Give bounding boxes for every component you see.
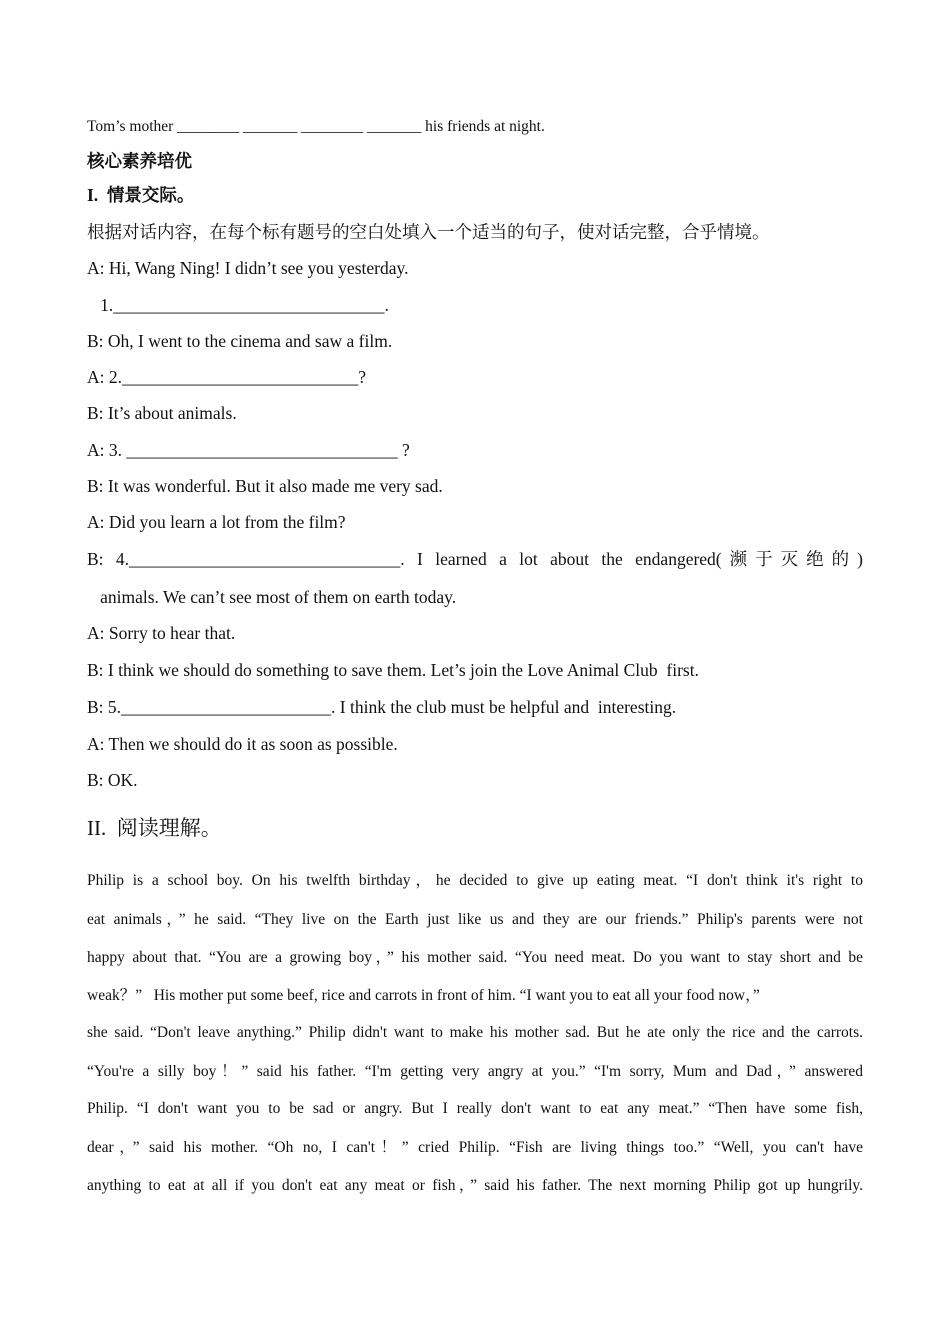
part1-heading: I. 情景交际。 xyxy=(87,185,195,205)
dialogue-line: B: Oh, I went to the cinema and saw a film. xyxy=(87,331,393,351)
passage-line: “You're a silly boy！” said his father. “I'm getting very angry at you.” “I'm sorry, Mum and Dad，” answered xyxy=(87,1063,863,1080)
passage-line: Philip. “I don't want you to be sad or angry. But I really don't want to eat any meat.” “Then have some fish, xyxy=(87,1100,863,1117)
passage-line: Philip is a school boy. On his twelfth birthday，he decided to give up eating meat. “I don't think it's right to xyxy=(87,872,863,889)
dialogue-blank-2: A: 2.___________________________? xyxy=(87,367,367,387)
dialogue-line: A: Hi, Wang Ning! I didn’t see you yesterday. xyxy=(87,258,409,278)
dialogue-blank-3: A: 3. _______________________________ ? xyxy=(87,440,410,460)
intro-fill-blank-line: Tom’s mother ________ _______ ________ _______ his friends at night. xyxy=(87,118,545,135)
part1-instruction: 根据对话内容，在每个标有题号的空白处填入一个适当的句子，使对话完整，合乎情境。 xyxy=(87,222,770,242)
dialogue-line: A: Then we should do it as soon as possible. xyxy=(87,734,398,754)
dialogue-blank-4: B: 4._______________________________. I learned a lot about the endangered(濒于灭绝的) xyxy=(87,549,863,569)
passage-line: weak？” His mother put some beef, rice and carrots in front of him. “I want you to eat all your food now，” xyxy=(87,987,760,1004)
dialogue-line: animals. We can’t see most of them on earth today. xyxy=(87,587,457,607)
dialogue-line: B: It’s about animals. xyxy=(87,403,237,423)
passage-line: she said. “Don't leave anything.” Philip didn't want to make his mother sad. But he ate only the rice and the carrots. xyxy=(87,1024,863,1041)
dialogue-line: B: It was wonderful. But it also made me very sad. xyxy=(87,476,443,496)
dialogue-blank-1: 1._______________________________. xyxy=(87,295,389,315)
passage-line: happy about that. “You are a growing boy，” his mother said. “You need meat. Do you want to stay short and be xyxy=(87,949,863,966)
dialogue-line: B: OK. xyxy=(87,770,138,790)
passage-line: anything to eat at all if you don't eat any meat or fish，” said his father. The next morning Philip got up hungrily. xyxy=(87,1177,863,1194)
part2-heading: II. 阅读理解。 xyxy=(87,816,222,840)
dialogue-line: A: Did you learn a lot from the film? xyxy=(87,512,346,532)
dialogue-blank-5: B: 5.________________________. I think the club must be helpful and interesting. xyxy=(87,697,677,717)
section-title-core: 核心素养培优 xyxy=(87,151,192,171)
dialogue-line: B: I think we should do something to save them. Let’s join the Love Animal Club first. xyxy=(87,660,699,680)
dialogue-line: A: Sorry to hear that. xyxy=(87,623,236,643)
passage-line: dear，” said his mother. “Oh no, I can't！” cried Philip. “Fish are living things too.” “Well, you can't have xyxy=(87,1139,863,1156)
passage-line: eat animals，” he said. “They live on the Earth just like us and they are our friends.” Philip's parents were not xyxy=(87,911,863,928)
